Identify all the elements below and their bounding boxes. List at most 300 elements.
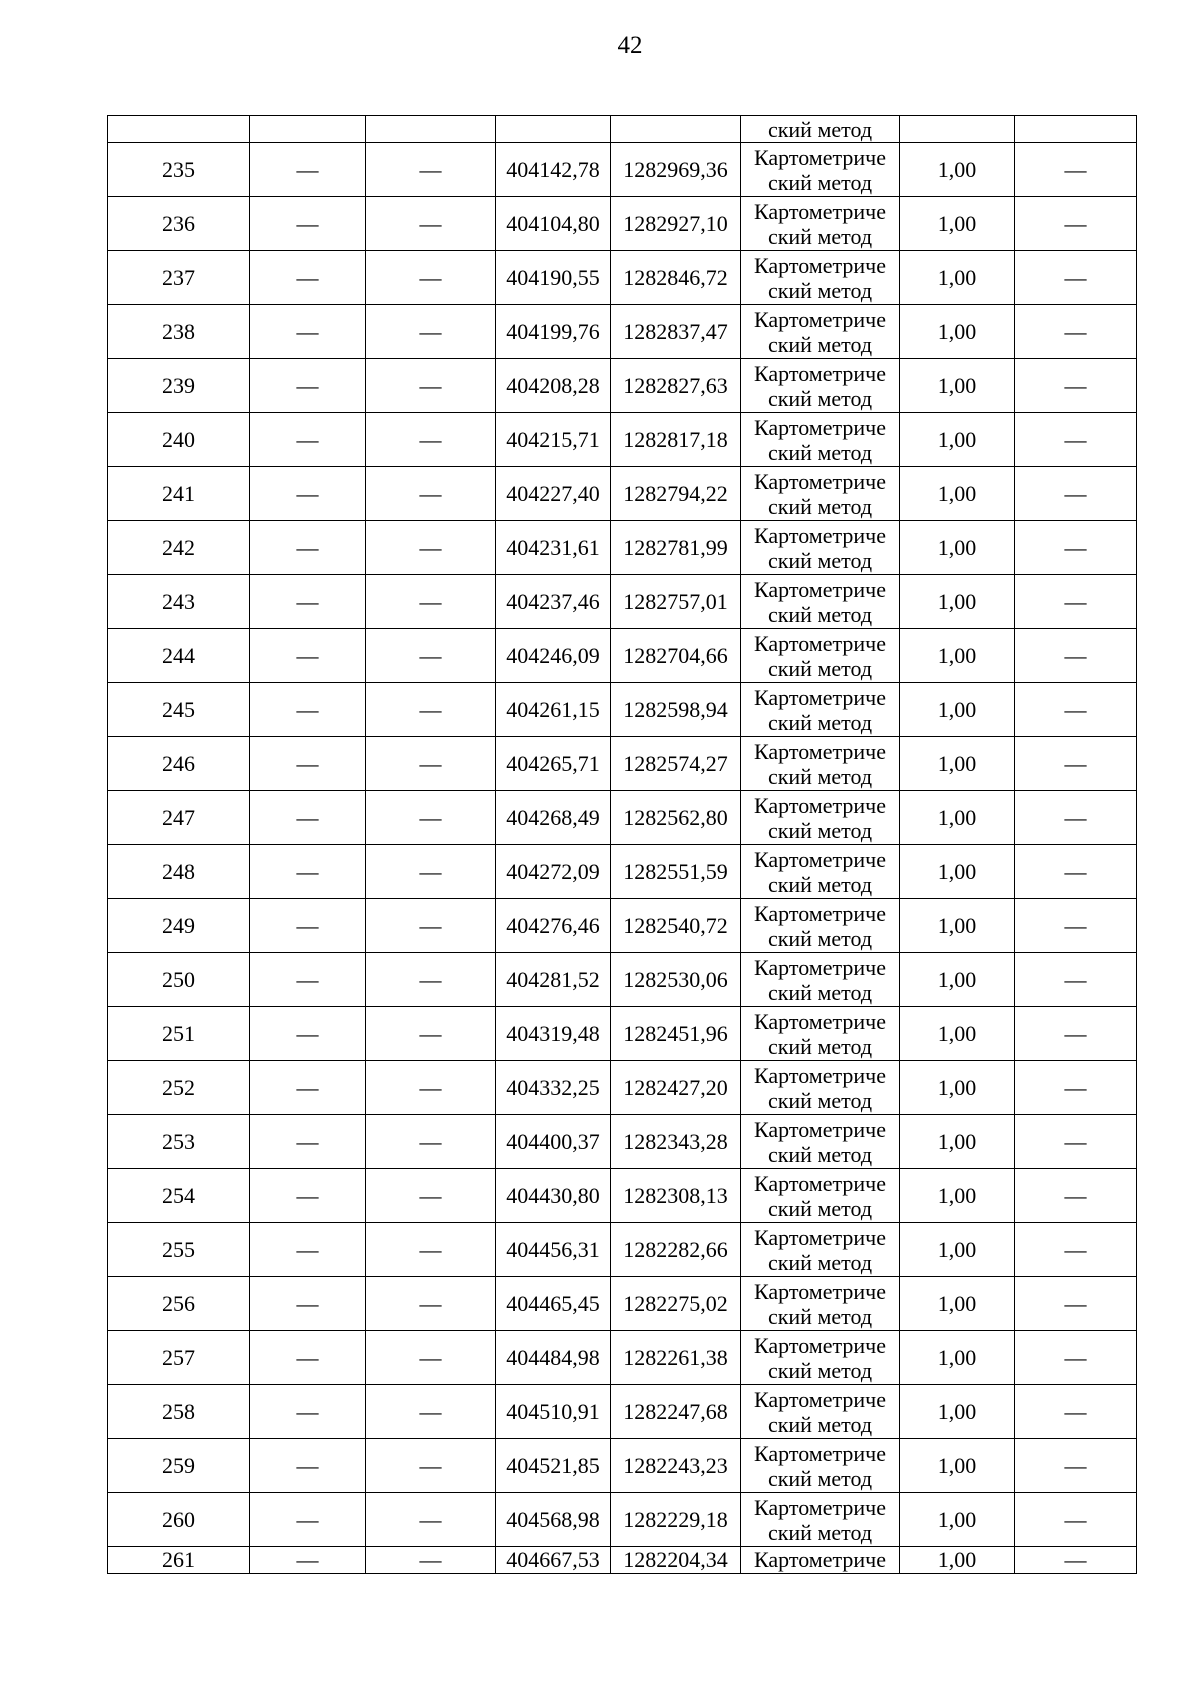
method-line-2: ский метод (767, 1195, 873, 1221)
table-row (108, 791, 1137, 845)
y-coordinate-cell: 1282282,66 (611, 1223, 741, 1277)
point-number-cell: 247 (108, 791, 250, 845)
dash-cell: — (250, 1061, 366, 1115)
x-coordinate-cell: 404104,80 (496, 197, 611, 251)
point-number-cell: 249 (108, 899, 250, 953)
dash-cell: — (1015, 1115, 1137, 1169)
y-coordinate-cell: 1282794,22 (611, 467, 741, 521)
dash-cell: — (366, 1223, 496, 1277)
dash-cell: — (1015, 953, 1137, 1007)
method-line-1: Картометриче (754, 1008, 886, 1034)
dash-cell: — (1015, 1547, 1137, 1574)
table-row (108, 143, 1137, 197)
x-coordinate-cell: 404568,98 (496, 1493, 611, 1547)
dash-cell: — (366, 575, 496, 629)
dash-cell: — (366, 359, 496, 413)
accuracy-cell: 1,00 (900, 359, 1015, 413)
table-row (108, 899, 1137, 953)
dash-cell: — (1015, 1331, 1137, 1385)
method-line-1: Картометриче (754, 1170, 886, 1196)
accuracy-cell: 1,00 (900, 1493, 1015, 1547)
dash-cell: — (366, 899, 496, 953)
point-number-cell: 256 (108, 1277, 250, 1331)
table-row (108, 1169, 1137, 1223)
x-coordinate-cell: 404142,78 (496, 143, 611, 197)
dash-cell: — (366, 143, 496, 197)
x-coordinate-cell: 404465,45 (496, 1277, 611, 1331)
coordinates-table (107, 115, 1137, 1574)
accuracy-cell: 1,00 (900, 413, 1015, 467)
point-number-cell: 242 (108, 521, 250, 575)
x-coordinate-cell: 404237,46 (496, 575, 611, 629)
y-coordinate-cell: 1282704,66 (611, 629, 741, 683)
point-number-cell: 252 (108, 1061, 250, 1115)
dash-cell: — (366, 413, 496, 467)
accuracy-cell: 1,00 (900, 791, 1015, 845)
method-line-1: Картометриче (754, 306, 886, 332)
table-row (108, 305, 1137, 359)
y-coordinate-cell: 1282275,02 (611, 1277, 741, 1331)
y-coordinate-cell: 1282598,94 (611, 683, 741, 737)
point-number-cell: 246 (108, 737, 250, 791)
x-coordinate-cell: 404319,48 (496, 1007, 611, 1061)
method-line-2: ский метод (767, 655, 873, 681)
accuracy-cell: 1,00 (900, 1385, 1015, 1439)
dash-cell: — (366, 845, 496, 899)
y-coordinate-cell: 1282837,47 (611, 305, 741, 359)
point-number-cell: 259 (108, 1439, 250, 1493)
method-line-2: ский метод (767, 385, 873, 411)
table-row (108, 1331, 1137, 1385)
table-row (108, 1385, 1137, 1439)
y-coordinate-cell: 1282927,10 (611, 197, 741, 251)
method-cell (741, 1061, 900, 1115)
cell-method-tail: ский метод (741, 116, 900, 143)
cell-empty (496, 116, 611, 143)
dash-cell: — (1015, 1277, 1137, 1331)
dash-cell: — (1015, 1061, 1137, 1115)
cell-empty (108, 116, 250, 143)
x-coordinate-cell: 404265,71 (496, 737, 611, 791)
dash-cell: — (250, 1331, 366, 1385)
dash-cell: — (250, 575, 366, 629)
point-number-cell: 255 (108, 1223, 250, 1277)
x-coordinate-cell: 404208,28 (496, 359, 611, 413)
point-number-cell: 251 (108, 1007, 250, 1061)
y-coordinate-cell: 1282204,34 (611, 1547, 741, 1574)
table-row (108, 1115, 1137, 1169)
y-coordinate-cell: 1282308,13 (611, 1169, 741, 1223)
method-line-1: Картометриче (754, 1494, 886, 1520)
table-row (108, 521, 1137, 575)
method-cell (741, 143, 900, 197)
accuracy-cell: 1,00 (900, 521, 1015, 575)
method-line-2: ский метод (767, 1411, 873, 1437)
method-line-1: Картометриче (754, 1116, 886, 1142)
point-number-cell: 239 (108, 359, 250, 413)
dash-cell: — (1015, 143, 1137, 197)
x-coordinate-cell: 404231,61 (496, 521, 611, 575)
dash-cell: — (1015, 1385, 1137, 1439)
method-line-1: Картометриче (754, 792, 886, 818)
method-line-2: ский метод (767, 601, 873, 627)
dash-cell: — (250, 737, 366, 791)
x-coordinate-cell: 404199,76 (496, 305, 611, 359)
dash-cell: — (366, 1115, 496, 1169)
dash-cell: — (366, 1007, 496, 1061)
y-coordinate-cell: 1282343,28 (611, 1115, 741, 1169)
accuracy-cell: 1,00 (900, 1223, 1015, 1277)
x-coordinate-cell: 404484,98 (496, 1331, 611, 1385)
method-line-2: ский метод (767, 223, 873, 249)
method-line-1: Картометриче (754, 414, 886, 440)
accuracy-cell: 1,00 (900, 305, 1015, 359)
point-number-cell: 243 (108, 575, 250, 629)
method-line-1: Картометриче (754, 900, 886, 926)
method-line-2: ский метод (767, 1087, 873, 1113)
accuracy-cell: 1,00 (900, 1331, 1015, 1385)
x-coordinate-cell: 404667,53 (496, 1547, 611, 1574)
x-coordinate-cell: 404246,09 (496, 629, 611, 683)
method-cell (741, 305, 900, 359)
page-number: 42 (617, 32, 643, 59)
method-line-2: ский метод (767, 439, 873, 465)
dash-cell: — (1015, 845, 1137, 899)
method-line-2: ский метод (767, 871, 873, 897)
table-row (108, 1493, 1137, 1547)
method-cell (741, 845, 900, 899)
method-line-2: ский метод (767, 331, 873, 357)
dash-cell: — (366, 521, 496, 575)
dash-cell: — (1015, 467, 1137, 521)
point-number-cell: 260 (108, 1493, 250, 1547)
table-row (108, 1277, 1137, 1331)
x-coordinate-cell: 404281,52 (496, 953, 611, 1007)
dash-cell: — (366, 1439, 496, 1493)
point-number-cell: 237 (108, 251, 250, 305)
method-line-2: ский метод (767, 169, 873, 195)
y-coordinate-cell: 1282530,06 (611, 953, 741, 1007)
method-line-1: Картометриче (754, 252, 886, 278)
dash-cell: — (366, 1061, 496, 1115)
dash-cell: — (250, 683, 366, 737)
x-coordinate-cell: 404456,31 (496, 1223, 611, 1277)
y-coordinate-cell: 1282540,72 (611, 899, 741, 953)
dash-cell: — (250, 845, 366, 899)
y-coordinate-cell: 1282427,20 (611, 1061, 741, 1115)
method-cell (741, 1385, 900, 1439)
method-line-1: Картометриче (754, 1062, 886, 1088)
dash-cell: — (366, 629, 496, 683)
x-coordinate-cell: 404190,55 (496, 251, 611, 305)
point-number-cell: 253 (108, 1115, 250, 1169)
method-line-2: ский метод (767, 1141, 873, 1167)
dash-cell: — (250, 1547, 366, 1574)
method-line-1: Картометриче (754, 954, 886, 980)
dash-cell: — (250, 1169, 366, 1223)
dash-cell: — (250, 1223, 366, 1277)
dash-cell: — (250, 791, 366, 845)
dash-cell: — (366, 737, 496, 791)
dash-cell: — (250, 521, 366, 575)
method-cell (741, 953, 900, 1007)
method-cell (741, 899, 900, 953)
point-number-cell: 245 (108, 683, 250, 737)
accuracy-cell: 1,00 (900, 251, 1015, 305)
dash-cell: — (366, 251, 496, 305)
dash-cell: — (1015, 1493, 1137, 1547)
point-number-cell: 261 (108, 1547, 250, 1574)
method-cell (741, 1223, 900, 1277)
x-coordinate-cell: 404215,71 (496, 413, 611, 467)
dash-cell: — (1015, 791, 1137, 845)
point-number-cell: 244 (108, 629, 250, 683)
y-coordinate-cell: 1282846,72 (611, 251, 741, 305)
dash-cell: — (250, 305, 366, 359)
dash-cell: — (250, 251, 366, 305)
dash-cell: — (366, 953, 496, 1007)
dash-cell: — (1015, 305, 1137, 359)
dash-cell: — (250, 899, 366, 953)
dash-cell: — (366, 1547, 496, 1574)
point-number-cell: 254 (108, 1169, 250, 1223)
accuracy-cell: 1,00 (900, 899, 1015, 953)
method-line-1: Картометриче (754, 1332, 886, 1358)
table-row (108, 737, 1137, 791)
dash-cell: — (1015, 629, 1137, 683)
method-line-1: Картометриче (754, 1440, 886, 1466)
table-row (108, 197, 1137, 251)
accuracy-cell: 1,00 (900, 1547, 1015, 1574)
dash-cell: — (1015, 683, 1137, 737)
accuracy-cell: 1,00 (900, 953, 1015, 1007)
accuracy-cell: 1,00 (900, 197, 1015, 251)
method-cell (741, 197, 900, 251)
method-line-2: ский метод (767, 925, 873, 951)
dash-cell: — (250, 953, 366, 1007)
dash-cell: — (1015, 899, 1137, 953)
accuracy-cell: 1,00 (900, 467, 1015, 521)
dash-cell: — (250, 197, 366, 251)
method-line-1: Картометриче (754, 1224, 886, 1250)
accuracy-cell: 1,00 (900, 1007, 1015, 1061)
method-line-2: ский метод (767, 1249, 873, 1275)
point-number-cell: 240 (108, 413, 250, 467)
dash-cell: — (366, 1169, 496, 1223)
accuracy-cell: 1,00 (900, 1439, 1015, 1493)
y-coordinate-cell: 1282817,18 (611, 413, 741, 467)
table-row (108, 1223, 1137, 1277)
x-coordinate-cell: 404272,09 (496, 845, 611, 899)
dash-cell: — (250, 629, 366, 683)
dash-cell: — (366, 1493, 496, 1547)
dash-cell: — (250, 143, 366, 197)
y-coordinate-cell: 1282574,27 (611, 737, 741, 791)
dash-cell: — (366, 1385, 496, 1439)
x-coordinate-cell: 404521,85 (496, 1439, 611, 1493)
dash-cell: — (250, 467, 366, 521)
accuracy-cell: 1,00 (900, 1169, 1015, 1223)
y-coordinate-cell: 1282229,18 (611, 1493, 741, 1547)
method-line-2: ский метод (767, 1357, 873, 1383)
method-cell (741, 1277, 900, 1331)
table-row (108, 629, 1137, 683)
table-row (108, 1439, 1137, 1493)
table-row (108, 413, 1137, 467)
method-line-1: Картометриче (754, 360, 886, 386)
method-line-2: ский метод (767, 547, 873, 573)
accuracy-cell: 1,00 (900, 737, 1015, 791)
dash-cell: — (1015, 1007, 1137, 1061)
method-line-2: ский метод (767, 277, 873, 303)
cell-empty (1015, 116, 1137, 143)
method-cell (741, 629, 900, 683)
y-coordinate-cell: 1282562,80 (611, 791, 741, 845)
method-line-2: ский метод (767, 709, 873, 735)
method-cell (741, 791, 900, 845)
dash-cell: — (250, 1385, 366, 1439)
method-cell (741, 683, 900, 737)
dash-cell: — (1015, 359, 1137, 413)
method-line-1: Картометриче (754, 522, 886, 548)
dash-cell: — (1015, 575, 1137, 629)
dash-cell: — (366, 683, 496, 737)
method-cell (741, 1007, 900, 1061)
dash-cell: — (366, 791, 496, 845)
dash-cell: — (1015, 1169, 1137, 1223)
y-coordinate-cell: 1282243,23 (611, 1439, 741, 1493)
accuracy-cell: 1,00 (900, 1061, 1015, 1115)
dash-cell: — (366, 1331, 496, 1385)
method-line-1: Картометриче (754, 198, 886, 224)
method-cell: Картометриче (741, 1547, 900, 1574)
table-row (108, 467, 1137, 521)
dash-cell: — (1015, 251, 1137, 305)
table-row (108, 683, 1137, 737)
accuracy-cell: 1,00 (900, 1115, 1015, 1169)
method-line-1: Картометриче (754, 1386, 886, 1412)
dash-cell: — (250, 359, 366, 413)
point-number-cell: 241 (108, 467, 250, 521)
method-line-1: Картометриче (754, 738, 886, 764)
dash-cell: — (1015, 197, 1137, 251)
method-line-1: Картометриче (754, 576, 886, 602)
method-line-2: ский метод (767, 763, 873, 789)
x-coordinate-cell: 404400,37 (496, 1115, 611, 1169)
method-line-2: ский метод (767, 1465, 873, 1491)
method-cell (741, 1331, 900, 1385)
y-coordinate-cell: 1282757,01 (611, 575, 741, 629)
y-coordinate-cell: 1282451,96 (611, 1007, 741, 1061)
dash-cell: — (250, 1277, 366, 1331)
table-row (108, 953, 1137, 1007)
method-cell (741, 359, 900, 413)
method-line-2: ский метод (767, 979, 873, 1005)
method-line-2: ский метод (767, 1033, 873, 1059)
table-row-last (108, 1547, 1137, 1574)
method-line-1: Картометриче (754, 846, 886, 872)
dash-cell: — (250, 1439, 366, 1493)
point-number-cell: 236 (108, 197, 250, 251)
method-line-1: Картометриче (754, 144, 886, 170)
dash-cell: — (1015, 1439, 1137, 1493)
point-number-cell: 238 (108, 305, 250, 359)
point-number-cell: 257 (108, 1331, 250, 1385)
accuracy-cell: 1,00 (900, 1277, 1015, 1331)
cell-empty (611, 116, 741, 143)
table-row (108, 575, 1137, 629)
method-line-1: Картометриче (754, 684, 886, 710)
method-line-2: ский метод (767, 1303, 873, 1329)
point-number-cell: 258 (108, 1385, 250, 1439)
y-coordinate-cell: 1282827,63 (611, 359, 741, 413)
cell-empty (250, 116, 366, 143)
table-row-continued (108, 116, 1137, 143)
method-cell (741, 413, 900, 467)
dash-cell: — (250, 1115, 366, 1169)
x-coordinate-cell: 404332,25 (496, 1061, 611, 1115)
dash-cell: — (366, 1277, 496, 1331)
dash-cell: — (366, 305, 496, 359)
accuracy-cell: 1,00 (900, 575, 1015, 629)
table-row (108, 845, 1137, 899)
point-number-cell: 250 (108, 953, 250, 1007)
accuracy-cell: 1,00 (900, 683, 1015, 737)
table-row (108, 251, 1137, 305)
x-coordinate-cell: 404430,80 (496, 1169, 611, 1223)
method-line-2: ский метод (767, 1519, 873, 1545)
point-number-cell: 235 (108, 143, 250, 197)
method-cell (741, 1115, 900, 1169)
x-coordinate-cell: 404510,91 (496, 1385, 611, 1439)
y-coordinate-cell: 1282781,99 (611, 521, 741, 575)
method-cell (741, 251, 900, 305)
method-cell (741, 1439, 900, 1493)
dash-cell: — (366, 197, 496, 251)
method-cell (741, 575, 900, 629)
x-coordinate-cell: 404268,49 (496, 791, 611, 845)
method-cell (741, 1169, 900, 1223)
table-row (108, 1061, 1137, 1115)
y-coordinate-cell: 1282247,68 (611, 1385, 741, 1439)
x-coordinate-cell: 404227,40 (496, 467, 611, 521)
cell-empty (366, 116, 496, 143)
x-coordinate-cell: 404261,15 (496, 683, 611, 737)
dash-cell: — (250, 1493, 366, 1547)
accuracy-cell: 1,00 (900, 845, 1015, 899)
dash-cell: — (250, 413, 366, 467)
method-line-2: ский метод (767, 493, 873, 519)
dash-cell: — (1015, 413, 1137, 467)
table-row (108, 1007, 1137, 1061)
method-cell (741, 467, 900, 521)
dash-cell: — (1015, 737, 1137, 791)
method-cell (741, 1493, 900, 1547)
method-cell (741, 521, 900, 575)
accuracy-cell: 1,00 (900, 629, 1015, 683)
cell-empty (900, 116, 1015, 143)
dash-cell: — (366, 467, 496, 521)
method-cell (741, 737, 900, 791)
y-coordinate-cell: 1282551,59 (611, 845, 741, 899)
method-line-1: Картометриче (754, 630, 886, 656)
method-line-1: Картометриче (754, 1278, 886, 1304)
y-coordinate-cell: 1282969,36 (611, 143, 741, 197)
accuracy-cell: 1,00 (900, 143, 1015, 197)
point-number-cell: 248 (108, 845, 250, 899)
y-coordinate-cell: 1282261,38 (611, 1331, 741, 1385)
dash-cell: — (1015, 1223, 1137, 1277)
